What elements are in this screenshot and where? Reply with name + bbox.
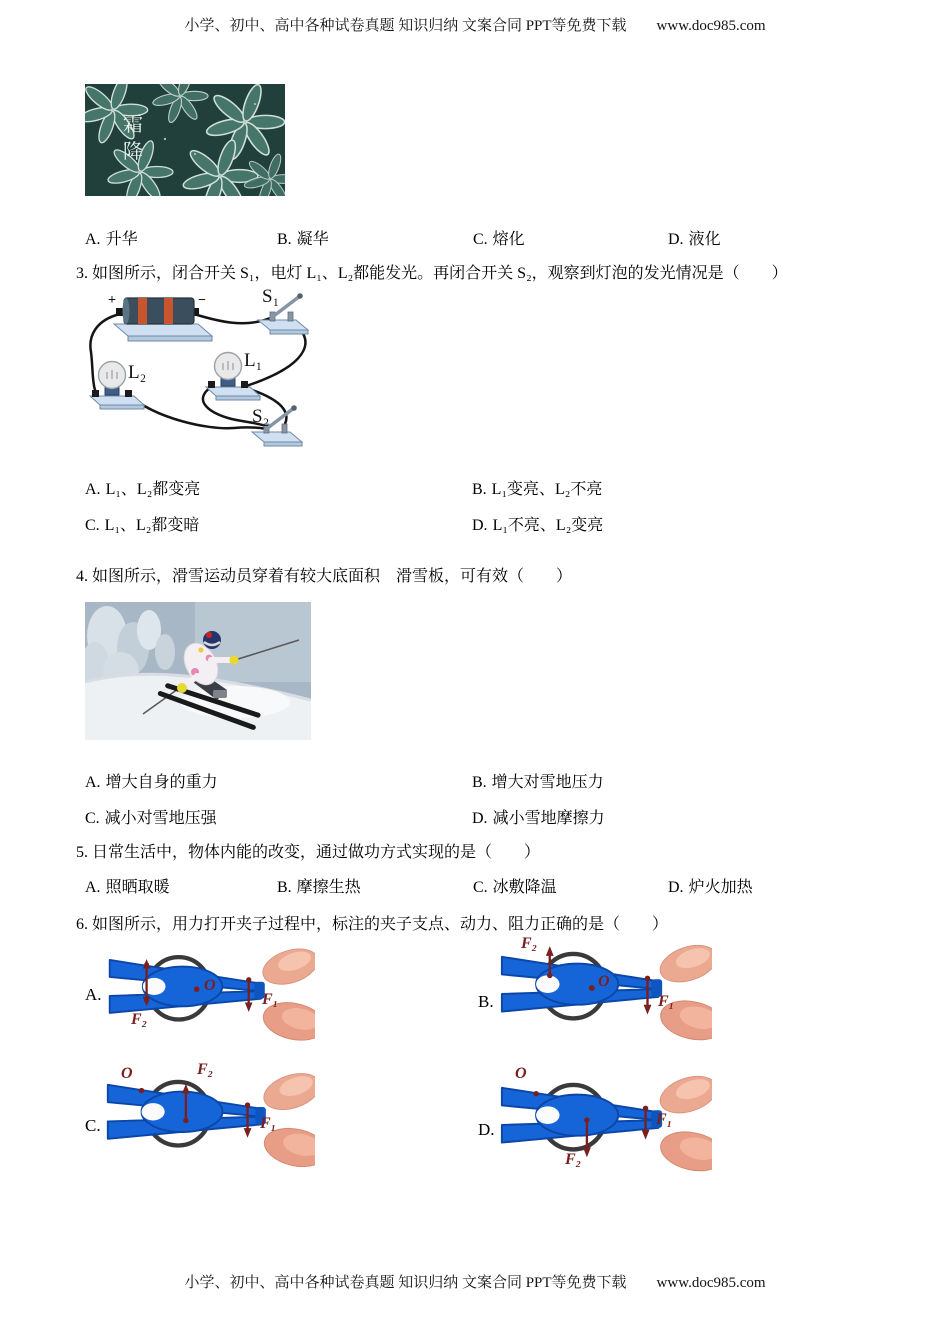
frost-photo-graphic bbox=[85, 84, 285, 196]
q6-figure-a-letter: A. bbox=[85, 985, 102, 1004]
fulcrum-label: O bbox=[121, 1065, 133, 1082]
q3-option-d: D. L₁不亮、L₂变亮 bbox=[472, 517, 604, 534]
q6-figure-c-letter: C. bbox=[85, 1116, 101, 1135]
circuit-diagram bbox=[86, 288, 326, 453]
battery bbox=[108, 293, 212, 341]
svg-text:L₂: L₂ bbox=[128, 362, 147, 383]
svg-text:L₁: L₁ bbox=[244, 350, 263, 371]
q4-option-b: B. 增大对雪地压力 bbox=[472, 774, 604, 791]
q4-text: 4. 如图所示，滑雪运动员穿着有较大底面积 滑雪板，可有效（ ） bbox=[76, 568, 573, 585]
resistance-label: F₂ bbox=[131, 1011, 148, 1028]
q6-figure-d-letter: D. bbox=[478, 1120, 495, 1139]
effort-label: F₁ bbox=[656, 1111, 673, 1128]
header-text: 小学、初中、高中各种试卷真题 知识归纳 文案合同 PPT等免费下载 bbox=[184, 18, 627, 34]
q3-text: 3. 如图所示，闭合开关 S₁，电灯 L₁、L₂都能发光。再闭合开关 S₂，观察到灯泡的发光情况是（ ） bbox=[76, 265, 788, 282]
q6-text: 6. 如图所示，用力打开夹子过程中，标注的夹子支点、动力、阻力正确的是（ ） bbox=[76, 916, 669, 933]
q3-option-a: A. L₁、L₂都变亮 bbox=[85, 481, 201, 498]
effort-label: F₁ bbox=[658, 993, 675, 1010]
page-header bbox=[0, 14, 950, 35]
q4-option-a: A. 增大自身的重力 bbox=[85, 774, 218, 791]
resistance-label: F₂ bbox=[197, 1061, 214, 1078]
q5-option-c: C. 冰敷降温 bbox=[473, 879, 557, 896]
q3-option-c: C. L₁、L₂都变暗 bbox=[85, 517, 200, 534]
q5-option-b: B. 摩擦生热 bbox=[277, 879, 361, 896]
page-footer bbox=[0, 1271, 950, 1292]
ski-photo bbox=[85, 602, 311, 740]
effort-label: F₁ bbox=[260, 1115, 277, 1132]
clothespin-figure-b bbox=[497, 936, 712, 1048]
q2-option-b: B. 凝华 bbox=[277, 231, 329, 248]
resistance-label: F₂ bbox=[521, 935, 538, 952]
clothespin-figure-a bbox=[103, 942, 315, 1046]
clothespin-figure-c bbox=[103, 1062, 315, 1177]
q2-option-a: A. 升华 bbox=[85, 231, 138, 248]
header-url: www.doc985.com bbox=[656, 18, 766, 34]
q6-figure-b-letter: B. bbox=[478, 992, 494, 1011]
clothespin-figure-d bbox=[497, 1062, 712, 1184]
svg-text:S₁: S₁ bbox=[262, 288, 280, 307]
svg-text:S₂: S₂ bbox=[252, 406, 270, 427]
footer-text: 小学、初中、高中各种试卷真题 知识归纳 文案合同 PPT等免费下载 bbox=[184, 1275, 627, 1291]
effort-label: F₁ bbox=[262, 991, 279, 1008]
q2-option-c: C. 熔化 bbox=[473, 231, 525, 248]
q5-option-d: D. 炉火加热 bbox=[668, 879, 753, 896]
resistance-label: F₂ bbox=[565, 1151, 582, 1168]
q5-text: 5. 日常生活中，物体内能的改变，通过做功方式实现的是（ ） bbox=[76, 844, 541, 861]
svg-text:−: − bbox=[198, 293, 206, 308]
frost-photo bbox=[85, 84, 285, 196]
frost-caption: 霜降 bbox=[123, 114, 143, 163]
footer-url: www.doc985.com bbox=[656, 1275, 766, 1291]
q3-option-b: B. L₁变亮、L₂不亮 bbox=[472, 481, 603, 498]
q4-option-d: D. 减小雪地摩擦力 bbox=[472, 810, 605, 827]
svg-text:+: + bbox=[108, 293, 116, 308]
fulcrum-label: O bbox=[204, 977, 216, 994]
q2-option-d: D. 液化 bbox=[668, 231, 721, 248]
fulcrum-label: O bbox=[598, 973, 610, 990]
q5-option-a: A. 照晒取暖 bbox=[85, 879, 170, 896]
q4-option-c: C. 减小对雪地压强 bbox=[85, 810, 217, 827]
fulcrum-label: O bbox=[515, 1065, 527, 1082]
